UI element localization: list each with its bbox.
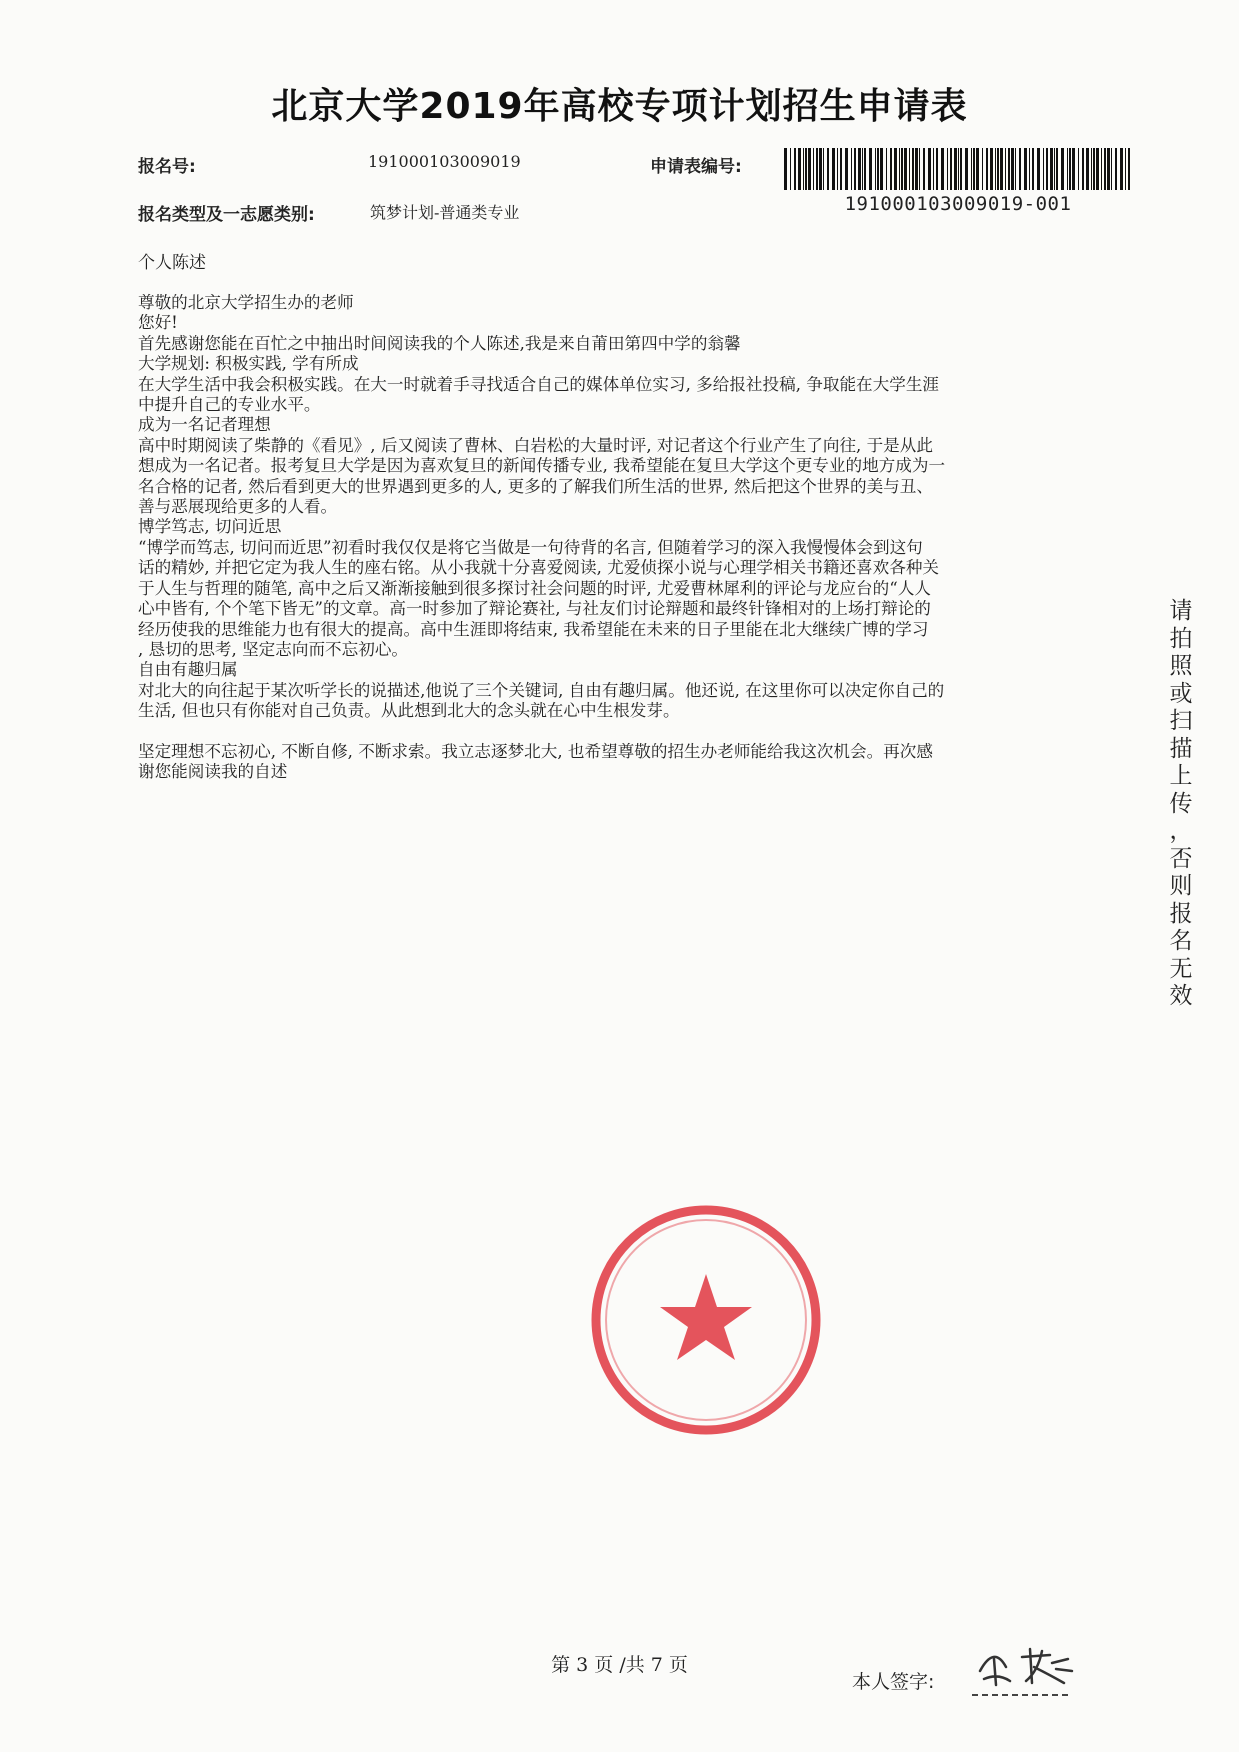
side-note-char: 描 [1169,735,1193,762]
signature-label: 本人签字: [852,1671,935,1693]
side-note-char: ， [1169,818,1193,844]
seal-star-icon [660,1274,752,1360]
registration-number-label: 报名号: [138,157,196,177]
statement-line: “博学而笃志, 切问而近思”初看时我仅仅是将它当做是一句待背的名言, 但随着学习的深入我慢慢体会到这句 [138,537,923,557]
side-note-char: 或 [1169,680,1193,707]
side-note-char: 扫 [1169,708,1193,734]
statement-line: 于人生与哲理的随笔, 高中之后又渐渐接触到很多探讨社会问题的时评, 尤爱曹林犀利的评论与龙应台的“人人 [138,578,931,598]
side-note-char: 报 [1169,900,1193,927]
statement-line: 大学规划: 积极实践, 学有所成 [138,354,359,374]
statement-line: 高中时期阅读了柴静的《看见》, 后又阅读了曹林、白岩松的大量时评, 对记者这个行业产生了向往, 于是从此 [138,435,933,455]
registration-number: 191000103009019 [368,152,521,171]
personal-statement-body [138,293,1133,782]
side-note-char: 拍 [1169,625,1193,652]
statement-line: 中提升自己的专业水平。 [138,395,321,415]
side-note-char: 上 [1169,763,1193,789]
statement-line: 名合格的记者, 然后看到更大的世界遇到更多的人, 更多的了解我们所生活的世界, 然后把这个世界的美与丑、 [138,476,933,496]
statement-line: , 恳切的思考, 坚定志向而不忘初心。 [138,639,409,659]
statement-line: 博学笃志, 切问近思 [138,517,282,537]
upload-instruction-note [1166,598,1196,1011]
personal-statement-heading: 个人陈述 [138,253,206,273]
side-note-char: 则 [1169,873,1193,899]
statement-line: 想成为一名记者。报考复旦大学是因为喜欢复旦的新闻传播专业, 我希望能在复旦大学这个更专业的地方成为一 [138,456,946,476]
side-note-char: 传 [1169,790,1193,817]
statement-line: 尊敬的北京大学招生办的老师 [138,293,354,312]
application-type-label: 报名类型及一志愿类别: [138,205,315,225]
form-number-barcode [784,148,1132,190]
school-seal [586,1200,826,1440]
statement-line: 心中皆有, 个个笔下皆无”的文章。高一时参加了辩论赛社, 与社友们讨论辩题和最终针锋相对的上场打辩论的 [138,599,931,619]
statement-line: 生活, 但也只有你能对自己负责。从此想到北大的念头就在心中生根发芽。 [138,701,680,721]
barcode-number: 191000103009019-001 [844,193,1072,215]
statement-line: 坚定理想不忘初心, 不断自修, 不断求索。我立志逐梦北大, 也希望尊敬的招生办老师能给我这次机会。再次感 [138,741,933,761]
statement-line: 成为一名记者理想 [138,415,271,435]
side-note-char: 否 [1169,845,1193,872]
statement-line: 自由有趣归属 [138,660,238,680]
statement-line: 在大学生活中我会积极实践。在大一时就着手寻找适合自己的媒体单位实习, 多给报社投稿, 争取能在大学生涯 [138,374,940,394]
paragraph-gap [138,722,1133,742]
statement-line: 对北大的向往起于某次听学长的说描述,他说了三个关键词, 自由有趣归属。他还说, 在这里你可以决定你自己的 [138,680,945,700]
statement-line: 经历使我的思维能力也有很大的提高。高中生涯即将结束, 我希望能在未来的日子里能在北大继续广博的学习 [138,619,929,639]
signature-line [972,1694,1068,1696]
side-note-char: 照 [1169,653,1193,679]
statement-line: 您好! [138,313,178,333]
side-note-char: 请 [1169,598,1193,624]
side-note-char: 效 [1169,983,1193,1009]
side-note-char: 无 [1169,955,1193,982]
statement-line: 谢您能阅读我的自述 [138,761,288,781]
form-title: 北京大学2019年高校专项计划招生申请表 [271,86,968,127]
form-number-label: 申请表编号: [650,157,742,177]
side-note-char: 名 [1169,928,1193,954]
statement-line: 话的精妙, 并把它定为我人生的座右铭。从小我就十分喜爱阅读, 尤爱侦探小说与心理学相关书籍还喜欢各种关 [138,558,940,578]
application-type-value: 筑梦计划-普通类专业 [370,203,520,222]
statement-line: 善与恶展现给更多的人看。 [138,497,338,517]
statement-line: 首先感谢您能在百忙之中抽出时间阅读我的个人陈述,我是来自莆田第四中学的翁馨 [138,333,741,353]
page-number: 第 3 页 /共 7 页 [551,1654,688,1676]
